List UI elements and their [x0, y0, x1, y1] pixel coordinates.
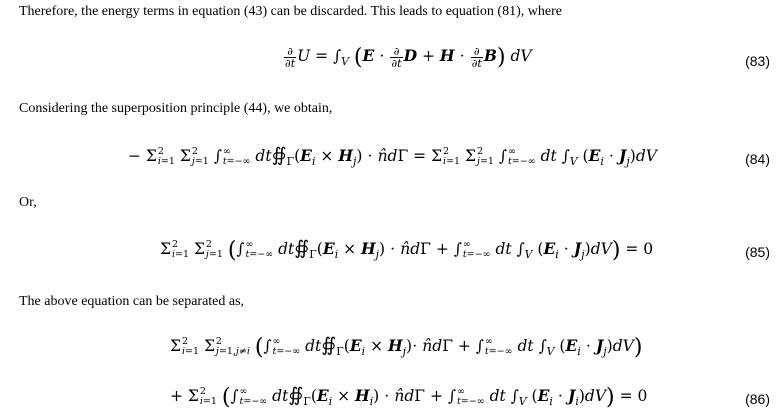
equation-number-84: (84) — [745, 151, 770, 167]
equation-number-86: (86) — [745, 391, 770, 407]
equation-number-85: (85) — [745, 244, 770, 260]
equation-number-83: (83) — [745, 53, 770, 69]
paragraph-2: Considering the superposition principle (44), we obtain, — [19, 101, 333, 116]
equation-86-line-1: Σ 2 i=1 Σ 2 j=1,j≠i (∫ ∞ t=−∞ $dt∯_\Gamma(E_i \times H_j)\cdot$ n̂dΓ + ∫ ∞ t=−∞ dt $\int_V$ $(E_i \cdot J_j)dV$) — [170, 334, 643, 360]
paragraph-1: Therefore, the energy terms in equation (43) can be discarded. This leads to equation (81), where — [19, 4, 562, 19]
equation-83: $\frac{\partial}{\partial t}$ $U = \int_V$ (E ⋅ $\frac{\partial}{\partial t}$ D + H ⋅ $\frac{\partial}{\partial t}$ B) dV — [285, 44, 532, 70]
paragraph-4: The above equation can be separated as, — [19, 294, 245, 309]
paragraph-3: Or, — [19, 195, 37, 210]
equation-85: Σ 2 i=1 Σ 2 j=1 (∫ ∞ t=−∞ $dt∯_\Gamma(E_i \times H_j)$ ⋅ n̂dΓ + ∫ ∞ t=−∞ dt $\int_V$ $(E_i \cdot J_j)dV) = 0$ — [160, 237, 654, 263]
equation-84: − Σ 2 i=1 Σ 2 j=1 ∫ ∞ t=−∞ $dt∯_\Gamma(E_i \times H_j)$ ⋅ n̂dΓ = Σ 2 i=1 Σ 2 j=1 ∫ ∞ t=−∞ dt $\int_V$ $(E_i \cdot J_j)dV$ — [128, 144, 657, 169]
equation-86-line-2: + Σ 2 i=1 (∫ ∞ t=−∞ $dt∯_\Gamma(E_i \times H_i)$ ⋅ n̂dΓ + ∫ ∞ t=−∞ dt $\int_V$ $(E_i \cdot J_i)dV) = 0$ — [170, 384, 648, 410]
